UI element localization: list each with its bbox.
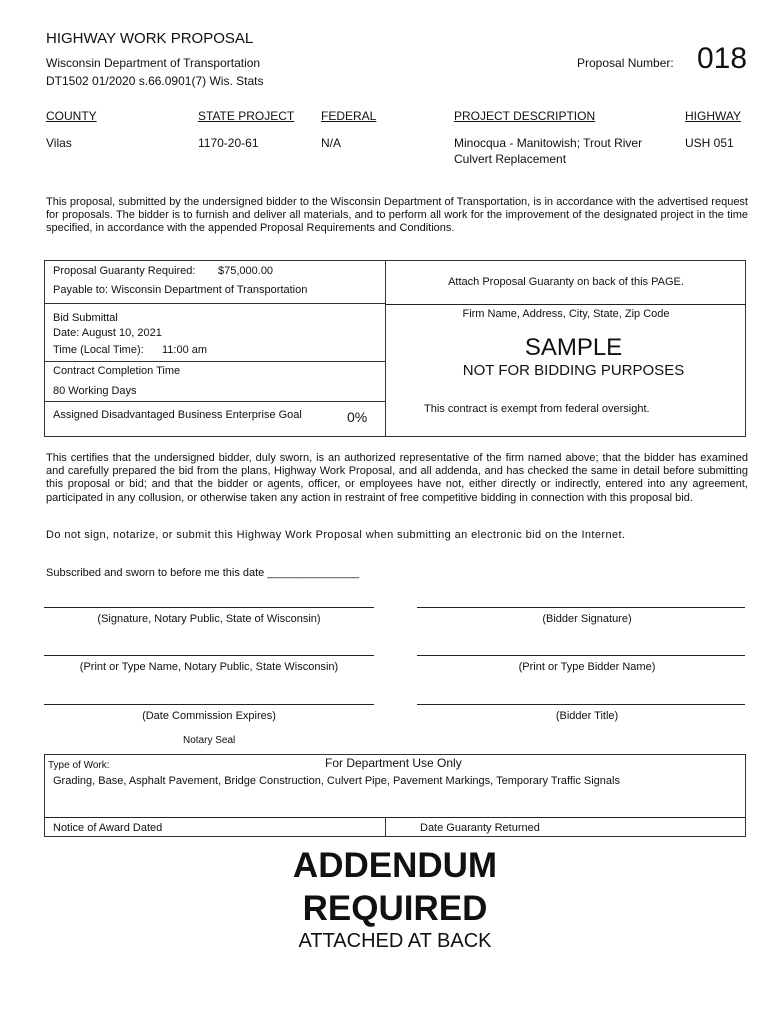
highway-value: USH 051: [685, 136, 734, 150]
notary-signature-label: (Signature, Notary Public, State of Wisconsin): [97, 613, 321, 625]
certify-paragraph: This certifies that the undersigned bidder, duly sworn, is an authorized representative of the firm named above; that the bidder has examined and carefully prepared the bid from the plans, Highway Work Proposal, and all addenda, and has checked the same in detail before submitting this proposal or bid; and that the bidder or agents, officer, or employees have not, either directly or indirectly, entered into any agreement, participated in any collusion, or otherwise taken any action in restraint of free competitive bidding in connection with this proposal bid.: [46, 452, 748, 504]
work-types: Grading, Base, Asphalt Pavement, Bridge Construction, Culvert Pipe, Pavement Markings, Temporary Traffic Signals: [53, 775, 620, 787]
bidder-name-line[interactable]: [417, 655, 745, 656]
project-description-line2: Culvert Replacement: [454, 152, 567, 166]
bidder-name-label: (Print or Type Bidder Name): [518, 661, 656, 673]
exempt-note: This contract is exempt from federal oversight.: [424, 403, 650, 415]
col-federal: FEDERAL: [321, 109, 377, 123]
intro-paragraph: This proposal, submitted by the undersigned bidder to the Wisconsin Department of Transportation, is in accordance with the advertised request for proposals. The bidder is to furnish and deliver all materials, and to perform all work for the improvement of the designated project in the time specified, in accordance with the appended Proposal Requirements and Conditions.: [46, 196, 748, 235]
firm-label: Firm Name, Address, City, State, Zip Code: [462, 308, 670, 320]
bidder-title-line[interactable]: [417, 704, 745, 705]
attach-guaranty-note: Attach Proposal Guaranty on back of this PAGE.: [448, 276, 684, 288]
payable-to: Payable to: Wisconsin Department of Transportation: [53, 284, 308, 296]
notary-signature-line[interactable]: [44, 607, 374, 608]
addendum-heading: ADDENDUM: [292, 846, 498, 885]
guaranty-amount: $75,000.00: [218, 265, 274, 277]
not-for-bidding-note: NOT FOR BIDDING PURPOSES: [462, 362, 685, 379]
sworn-statement: Subscribed and sworn to before me this date _______________: [46, 567, 360, 579]
dbe-value: 0%: [347, 409, 368, 425]
state-project-value: 1170-20-61: [198, 136, 259, 150]
completion-label: Contract Completion Time: [53, 365, 181, 377]
form-id: DT1502 01/2020 s.66.0901(7) Wis. Stats: [46, 74, 264, 88]
guaranty-label: Proposal Guaranty Required:: [53, 265, 196, 277]
bidder-signature-line[interactable]: [417, 607, 745, 608]
federal-value: N/A: [321, 136, 342, 150]
county-value: Vilas: [46, 136, 72, 150]
col-highway: HIGHWAY: [685, 109, 741, 123]
sample-watermark: SAMPLE: [524, 334, 623, 361]
completion-value: 80 Working Days: [53, 385, 137, 397]
type-of-work-label: Type of Work:: [48, 760, 110, 771]
time-label: Time (Local Time):: [53, 344, 144, 356]
do-not-sign-note: Do not sign, notarize, or submit this Highway Work Proposal when submitting an electronic bid on the Internet.: [46, 529, 626, 541]
commission-line[interactable]: [44, 704, 374, 705]
guaranty-returned-label: Date Guaranty Returned: [420, 822, 540, 834]
notice-of-award-label: Notice of Award Dated: [53, 822, 163, 834]
proposal-number: 018: [697, 42, 748, 75]
required-heading: REQUIRED: [302, 889, 488, 928]
notary-seal-label: Notary Seal: [183, 735, 236, 746]
col-state-project: STATE PROJECT: [198, 109, 295, 123]
bid-date: Date: August 10, 2021: [53, 327, 162, 339]
bid-submittal: Bid Submittal: [53, 312, 118, 324]
proposal-number-label: Proposal Number:: [577, 56, 674, 70]
notary-name-line[interactable]: [44, 655, 374, 656]
notary-name-label: (Print or Type Name, Notary Public, State Wisconsin): [79, 661, 339, 673]
attached-at-back-note: ATTACHED AT BACK: [298, 930, 492, 952]
dbe-label: Assigned Disadvantaged Business Enterprise Goal: [53, 409, 302, 421]
department-use-heading: For Department Use Only: [325, 756, 462, 770]
department-name: Wisconsin Department of Transportation: [46, 56, 261, 70]
commission-label: (Date Commission Expires): [142, 710, 276, 722]
col-project-description: PROJECT DESCRIPTION: [454, 109, 596, 123]
time-value: 11:00 am: [162, 344, 208, 356]
bidder-signature-label: (Bidder Signature): [542, 613, 632, 625]
page-title: HIGHWAY WORK PROPOSAL: [46, 30, 254, 47]
col-county: COUNTY: [46, 109, 97, 123]
bidder-title-label: (Bidder Title): [555, 710, 619, 722]
project-description-value: Minocqua - Manitowish; Trout River: [454, 136, 643, 150]
